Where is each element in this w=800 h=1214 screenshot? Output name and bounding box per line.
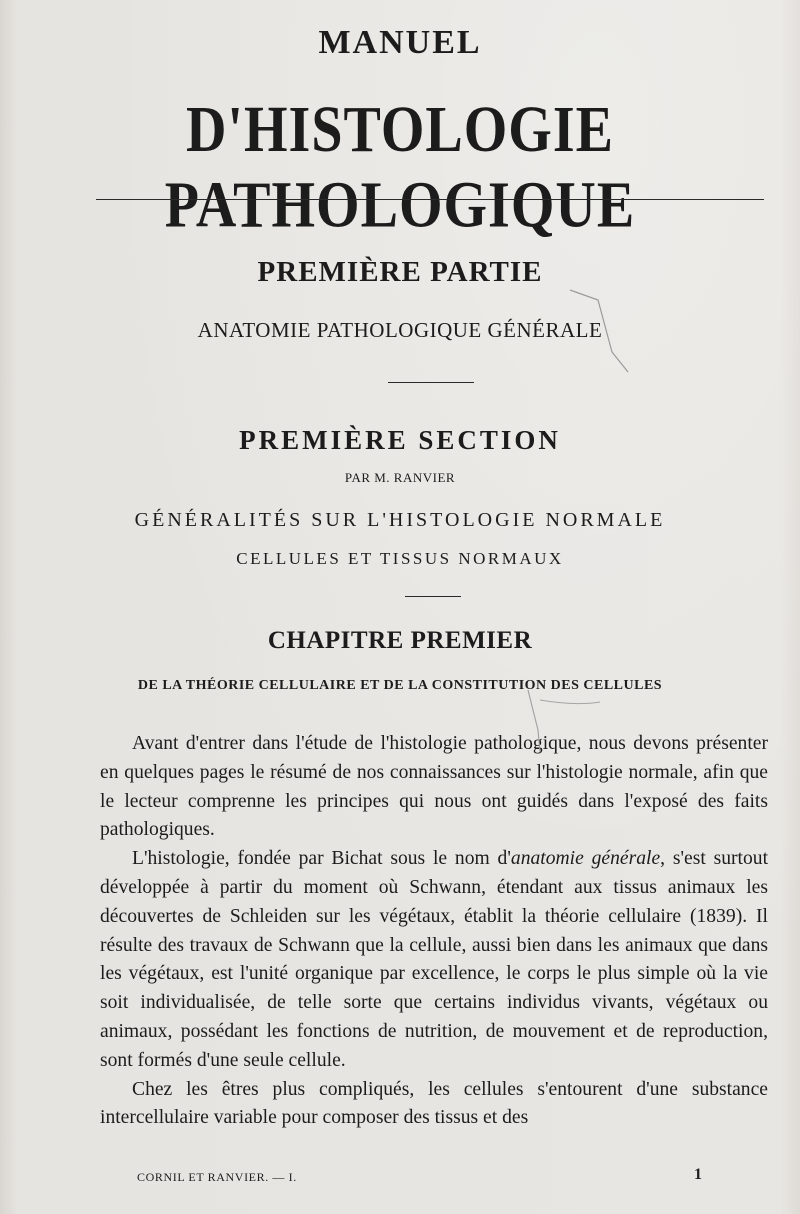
part-title: PREMIÈRE PARTIE bbox=[257, 256, 543, 288]
footer-signature: CORNIL ET RANVIER. — I. bbox=[137, 1170, 297, 1184]
part-subtitle: ANATOMIE PATHOLOGIQUE GÉNÉRALE bbox=[197, 318, 603, 342]
title-rule bbox=[96, 199, 764, 200]
section-divider bbox=[405, 596, 461, 597]
paragraph-2-end: , s'est surtout développée à partir du moment où Schwann, étendant aux tissus animaux les découvertes de Schleiden sur les végétaux, établit la théorie cellulaire (1839). Il résulte des travaux de Schwann que la cellule, aussi bien dans les animaux que dans les végétaux, est l'unité organique par excellence, le corps le plus simple où la vie soit individualisée, de telle sorte que certains individus vivants, végétaux ou animaux, possédant les fonctions de nutrition, de mouvement et de reproduction, sont formés d'une seule cellule. bbox=[100, 848, 769, 1071]
section-author: PAR M. RANVIER bbox=[344, 470, 456, 485]
section-subheading: CELLULES ET TISSUS NORMAUX bbox=[236, 549, 564, 568]
section-heading: GÉNÉRALITÉS SUR L'HISTOLOGIE NORMALE bbox=[134, 509, 666, 531]
manuel-heading: MANUEL bbox=[318, 24, 482, 61]
section-title: PREMIÈRE SECTION bbox=[239, 425, 561, 455]
page-number: 1 bbox=[694, 1166, 702, 1183]
paragraph-3: Chez les êtres plus compliqués, les cellules s'entourent d'une substance intercellulaire variable pour composer des tissus et des bbox=[100, 1078, 768, 1129]
chapter-subtitle: DE LA THÉORIE CELLULAIRE ET DE LA CONSTITUTION DES CELLULES bbox=[137, 678, 663, 693]
part-divider bbox=[388, 382, 474, 383]
paragraph-1: Avant d'entrer dans l'étude de l'histologie pathologique, nous devons présenter en quelques pages le résumé de nos connaissances sur l'histologie normale, afin que le lecteur comprenne les principes qui nous ont guidés dans l'exposé des faits pathologiques. bbox=[100, 733, 768, 841]
book-title: D'HISTOLOGIE PATHOLOGIQUE bbox=[164, 93, 636, 242]
chapter-title: CHAPITRE PREMIER bbox=[267, 627, 533, 654]
body-text bbox=[100, 730, 768, 1133]
paragraph-2 bbox=[100, 845, 768, 1075]
paragraph-2-italic: anatomie générale bbox=[510, 848, 661, 870]
pencil-mark-curve bbox=[540, 700, 600, 704]
paragraph-2-start: L'histologie, fondée par Bichat sous le nom d' bbox=[132, 848, 511, 870]
